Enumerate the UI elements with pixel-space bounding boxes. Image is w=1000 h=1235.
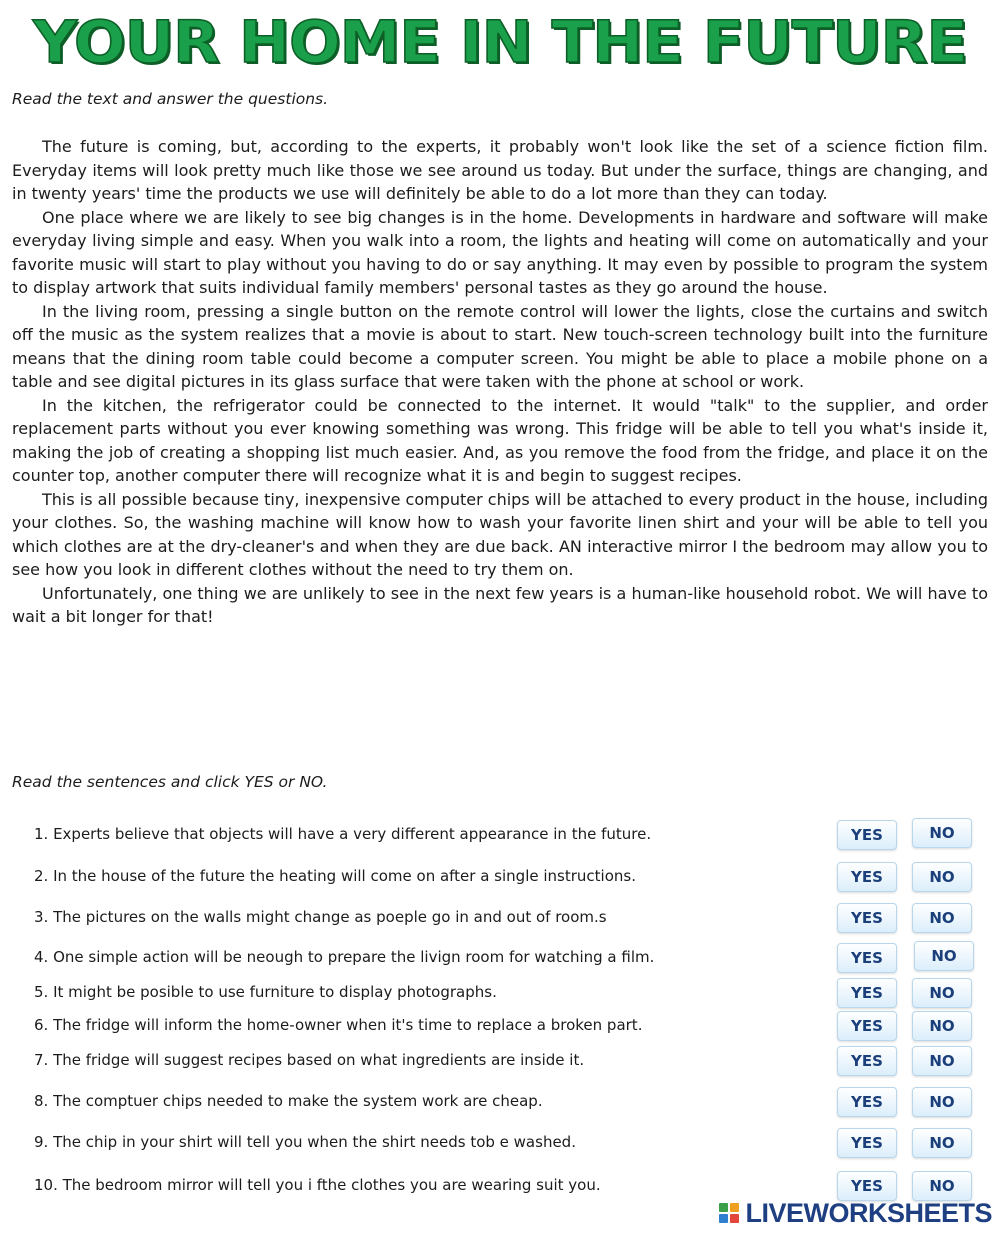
yes-button-2[interactable]: YES — [837, 862, 897, 892]
paragraph-4: In the kitchen, the refrigerator could be connected to the internet. It would "talk" to the supplier, and order replacement parts without you ever knowing something was wrong. This fridge will be able to tell you what's inside it, making the job of creating a shopping list much easier. And, as you remove the food from the fridge, and place it on the counter top, another computer there will recognize what it is and begin to suggest recipes. — [12, 395, 988, 485]
question-7: 7. The fridge will suggest recipes based on what ingredients are inside it. — [34, 1051, 585, 1069]
no-button-6[interactable]: NO — [912, 1011, 972, 1041]
yes-button-4[interactable]: YES — [837, 943, 897, 973]
liveworksheets-logo-icon — [718, 1202, 740, 1224]
question-10: 10. The bedroom mirror will tell you i fthe clothes you are wearing suit you. — [34, 1176, 601, 1194]
no-button-8[interactable]: NO — [912, 1087, 972, 1117]
task-instruction: Read the sentences and click YES or NO. — [12, 773, 328, 791]
worksheet-title: YOUR HOME IN THE FUTURE — [33, 8, 967, 76]
reading-text — [12, 135, 988, 629]
no-button-9[interactable]: NO — [912, 1128, 972, 1158]
no-button-1[interactable]: NO — [912, 818, 972, 848]
yes-button-9[interactable]: YES — [837, 1128, 897, 1158]
question-6: 6. The fridge will inform the home-owner when it's time to replace a broken part. — [34, 1016, 643, 1034]
logo-text: LIVEWORKSHEETS — [745, 1197, 992, 1228]
question-8: 8. The comptuer chips needed to make the system work are cheap. — [34, 1092, 543, 1110]
reading-instruction: Read the text and answer the questions. — [12, 90, 329, 108]
no-button-4[interactable]: NO — [914, 941, 974, 971]
yes-button-5[interactable]: YES — [837, 978, 897, 1008]
yes-button-10[interactable]: YES — [837, 1171, 897, 1201]
paragraph-2: One place where we are likely to see big changes is in the home. Developments in hardware and software will make everyday living simple and easy. When you walk into a room, the lights and heating will come on automatically and your favorite music will start to play without you having to do or say anything. It may even by possible to program the system to display artwork that suits individual family members' personal tastes as they go around the house. — [12, 207, 988, 297]
paragraph-6: Unfortunately, one thing we are unlikely to see in the next few years is a human-like household robot. We will have to wait a bit longer for that! — [12, 583, 988, 626]
liveworksheets-logo — [718, 1198, 992, 1228]
question-9: 9. The chip in your shirt will tell you when the shirt needs tob e washed. — [34, 1133, 576, 1151]
question-2: 2. In the house of the future the heating will come on after a single instructions. — [34, 867, 636, 885]
question-5: 5. It might be posible to use furniture to display photographs. — [34, 983, 497, 1001]
no-button-5[interactable]: NO — [912, 978, 972, 1008]
no-button-10[interactable]: NO — [912, 1171, 972, 1201]
yes-button-8[interactable]: YES — [837, 1087, 897, 1117]
yes-button-3[interactable]: YES — [837, 903, 897, 933]
no-button-2[interactable]: NO — [912, 862, 972, 892]
no-button-7[interactable]: NO — [912, 1046, 972, 1076]
question-3: 3. The pictures on the walls might change as poeple go in and out of room.s — [34, 908, 607, 926]
paragraph-1: The future is coming, but, according to the experts, it probably won't look like the set of a science fiction film. Everyday items will look pretty much like those we see around us today. But under the surface, things are changing, and in twenty years' time the products we use will definitely be able to do a lot more than they can today. — [12, 137, 988, 203]
yes-button-6[interactable]: YES — [837, 1011, 897, 1041]
paragraph-5: This is all possible because tiny, inexpensive computer chips will be attached to every product in the house, including your clothes. So, the washing machine will know how to wash your favorite linen shirt and your will be able to tell you which clothes are at the dry-cleaner's and when they are due back. AN interactive mirror I the bedroom may allow you to see how you look in different clothes without the need to try them on. — [12, 489, 988, 579]
paragraph-3: In the living room, pressing a single button on the remote control will lower the lights, close the curtains and switch off the music as the system realizes that a movie is about to start. New touch-screen technology built into the furniture means that the dining room table could become a computer screen. You might be able to place a mobile phone on a table and see digital pictures in its glass surface that were taken with the phone at school or work. — [12, 301, 988, 391]
question-4: 4. One simple action will be neough to prepare the livign room for watching a film. — [34, 948, 655, 966]
yes-button-1[interactable]: YES — [837, 820, 897, 850]
yes-button-7[interactable]: YES — [837, 1046, 897, 1076]
no-button-3[interactable]: NO — [912, 903, 972, 933]
question-1: 1. Experts believe that objects will have a very different appearance in the future. — [34, 825, 652, 843]
